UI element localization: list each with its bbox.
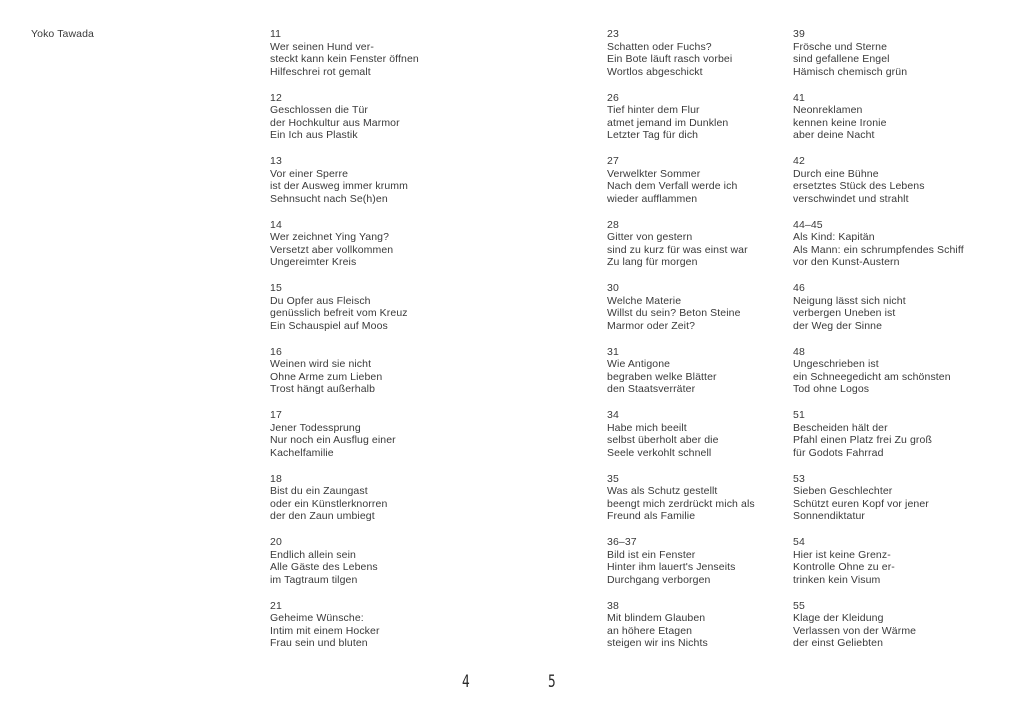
poem-line: Bild ist ein Fenster <box>607 548 696 561</box>
poem-number: 23 <box>607 28 619 40</box>
poem-block <box>270 28 450 92</box>
poem-line: Ungereimter Kreis <box>270 256 357 269</box>
poem-line: Seele verkohlt schnell <box>607 446 712 459</box>
poem-line: Bescheiden hält der <box>793 421 888 434</box>
poem-line: wieder aufflammen <box>607 192 698 205</box>
poem-block <box>793 473 993 537</box>
poem-number: 12 <box>270 91 282 104</box>
poem-line: für Godots Fahrrad <box>793 446 884 459</box>
poem-number: 14 <box>270 218 282 231</box>
poem-line: Geschlossen die Tür <box>270 104 369 117</box>
poem-line: selbst überholt aber die <box>607 434 719 447</box>
poem-block <box>270 346 450 410</box>
poem-line: Schatten oder Fuchs? <box>607 40 712 53</box>
poem-number: 30 <box>607 282 619 294</box>
poem-line: Welche Materie <box>607 294 682 307</box>
poem-line: Ohne Arme zum Lieben <box>270 370 383 383</box>
poem-block <box>607 346 787 410</box>
poem-line: sind gefallene Engel <box>793 53 890 66</box>
poem-block <box>793 28 993 92</box>
poem-block <box>270 409 450 473</box>
poem-line: an höhere Etagen <box>607 624 693 637</box>
poem-line: Du Opfer aus Fleisch <box>270 294 371 307</box>
poem-block <box>270 600 450 664</box>
poem-line: Neigung lässt sich nicht <box>793 294 906 307</box>
poem-block <box>607 409 787 473</box>
poem-block <box>270 282 450 346</box>
poem-line: ein Schneegedicht am schönsten <box>793 370 951 383</box>
poem-line: Schützt euren Kopf vor jener <box>793 497 929 510</box>
poem-line: atmet jemand im Dunklen <box>607 116 729 129</box>
poem-number: 41 <box>793 91 805 104</box>
poem-number: 13 <box>270 155 282 167</box>
poem-number: 42 <box>793 155 805 167</box>
poem-number: 18 <box>270 472 282 485</box>
poem-line: steigen wir ins Nichts <box>607 637 708 650</box>
poem-line: vor den Kunst-Austern <box>793 256 900 269</box>
poem-block <box>793 155 993 219</box>
poem-line: Habe mich beeilt <box>607 421 687 434</box>
poem-line: Hier ist keine Grenz- <box>793 548 891 561</box>
poem-block <box>793 600 993 664</box>
poem-number: 39 <box>793 28 805 40</box>
poem-number: 51 <box>793 409 805 421</box>
poem-line: Neonreklamen <box>793 104 863 117</box>
poem-number: 21 <box>270 599 282 612</box>
page-number-right: 5 <box>548 672 556 692</box>
poem-line: Willst du sein? Beton Steine <box>607 307 741 320</box>
poem-line: Endlich allein sein <box>270 548 356 561</box>
poem-block <box>793 92 993 156</box>
poem-block <box>607 473 787 537</box>
poem-line: Verlassen von der Wärme <box>793 624 917 637</box>
poem-line: Pfahl einen Platz frei Zu groß <box>793 434 932 447</box>
poem-line: Nur noch ein Ausflug einer <box>270 434 396 447</box>
poem-line: Nach dem Verfall werde ich <box>607 180 738 193</box>
poem-line: Tod ohne Logos <box>793 383 870 396</box>
poem-line: Trost hängt außerhalb <box>270 383 376 396</box>
poem-line: Hilfeschrei rot gemalt <box>270 65 371 78</box>
poem-line: Mit blindem Glauben <box>607 612 706 625</box>
poem-number: 20 <box>270 536 282 548</box>
poem-number: 54 <box>793 536 805 548</box>
poem-line: trinken kein Visum <box>793 573 881 586</box>
poem-line: Geheime Wünsche: <box>270 612 364 625</box>
poem-line: Letzter Tag für dich <box>607 129 699 142</box>
poem-line: Versetzt aber vollkommen <box>270 243 394 256</box>
poem-line: Kachelfamilie <box>270 446 334 459</box>
poem-number: 17 <box>270 409 282 421</box>
poem-line: Sieben Geschlechter <box>793 485 893 498</box>
poem-block <box>607 155 787 219</box>
poem-line: Hinter ihm lauert's Jenseits <box>607 561 736 574</box>
poem-line: der Hochkultur aus Marmor <box>270 116 400 129</box>
poem-number: 46 <box>793 282 805 294</box>
poem-line: Was als Schutz gestellt <box>607 485 718 498</box>
poem-line: Frösche und Sterne <box>793 40 888 53</box>
poem-line: Freund als Familie <box>607 510 696 523</box>
poem-block <box>607 219 787 283</box>
poem-line: der den Zaun umbiegt <box>270 510 375 523</box>
poem-line: kennen keine Ironie <box>793 116 887 129</box>
poem-line: genüsslich befreit vom Kreuz <box>270 307 408 320</box>
poem-line: Frau sein und bluten <box>270 637 368 650</box>
poem-column-1 <box>270 28 450 663</box>
poem-block <box>607 92 787 156</box>
poem-line: Durchgang verborgen <box>607 573 711 586</box>
poem-number: 35 <box>607 472 619 485</box>
poem-line: der Weg der Sinne <box>793 319 883 332</box>
poem-line: Ein Ich aus Plastik <box>270 129 358 142</box>
poem-line: Bist du ein Zaungast <box>270 485 368 498</box>
poem-line: ist der Ausweg immer krumm <box>270 180 408 193</box>
poem-line: Wer zeichnet Ying Yang? <box>270 231 390 244</box>
poem-number: 34 <box>607 409 619 421</box>
poem-number: 44–45 <box>793 218 823 231</box>
poem-block <box>270 92 450 156</box>
poem-line: Hämisch chemisch grün <box>793 65 908 78</box>
poem-block <box>793 282 993 346</box>
poem-number: 28 <box>607 218 619 231</box>
poem-block <box>607 282 787 346</box>
poem-line: Wie Antigone <box>607 358 671 371</box>
poem-block <box>793 536 993 600</box>
poem-column-3 <box>793 28 993 663</box>
poem-number: 53 <box>793 472 805 485</box>
poem-line: Verwelkter Sommer <box>607 167 701 180</box>
poem-block <box>793 409 993 473</box>
poem-line: Als Kind: Kapitän <box>793 231 875 244</box>
poem-number: 38 <box>607 599 619 612</box>
poem-number: 31 <box>607 345 619 358</box>
poem-number: 27 <box>607 155 619 167</box>
poem-line: verschwindet und strahlt <box>793 192 909 205</box>
poem-number: 16 <box>270 345 282 358</box>
poem-block <box>270 219 450 283</box>
poem-line: Zu lang für morgen <box>607 256 698 269</box>
poem-number: 55 <box>793 599 805 612</box>
poem-line: Wer seinen Hund ver- <box>270 40 374 53</box>
poem-line: im Tagtraum tilgen <box>270 573 358 586</box>
poem-block <box>270 473 450 537</box>
poem-line: beengt mich zerdrückt mich als <box>607 497 755 510</box>
poem-block <box>270 536 450 600</box>
poem-line: sind zu kurz für was einst war <box>607 243 748 256</box>
poem-column-2 <box>607 28 787 663</box>
poem-line: Wortlos abgeschickt <box>607 65 703 78</box>
poem-line: Als Mann: ein schrumpfendes Schiff <box>793 243 964 256</box>
poem-line: steckt kann kein Fenster öffnen <box>270 53 419 66</box>
poem-line: Jener Todessprung <box>270 421 361 434</box>
poem-block <box>607 600 787 664</box>
poem-line: Vor einer Sperre <box>270 167 349 180</box>
poem-line: Intim mit einem Hocker <box>270 624 380 637</box>
poem-line: Durch eine Bühne <box>793 167 879 180</box>
poem-line: den Staatsverräter <box>607 383 696 396</box>
poem-block <box>793 219 993 283</box>
poem-number: 48 <box>793 345 805 358</box>
poem-line: Kontrolle Ohne zu er- <box>793 561 895 574</box>
poem-line: Gitter von gestern <box>607 231 693 244</box>
poem-line: Tief hinter dem Flur <box>607 104 700 117</box>
poem-block <box>793 346 993 410</box>
poem-line: Ein Schauspiel auf Moos <box>270 319 388 332</box>
poem-line: Sehnsucht nach Se(h)en <box>270 192 388 205</box>
poem-line: Klage der Kleidung <box>793 612 884 625</box>
poem-line: begraben welke Blätter <box>607 370 717 383</box>
poem-number: 11 <box>270 28 282 40</box>
poem-line: Marmor oder Zeit? <box>607 319 696 332</box>
poem-line: oder ein Künstlerknorren <box>270 497 388 510</box>
poem-block <box>270 155 450 219</box>
poem-line: Ein Bote läuft rasch vorbei <box>607 53 733 66</box>
poem-line: Alle Gäste des Lebens <box>270 561 378 574</box>
poem-block <box>607 28 787 92</box>
page-number-left: 4 <box>462 672 470 692</box>
poem-line: aber deine Nacht <box>793 129 875 142</box>
poem-number: 36–37 <box>607 536 637 548</box>
poem-line: Ungeschrieben ist <box>793 358 879 371</box>
poem-line: der einst Geliebten <box>793 637 884 650</box>
poem-block <box>607 536 787 600</box>
poem-line: ersetztes Stück des Lebens <box>793 180 925 193</box>
poem-line: Weinen wird sie nicht <box>270 358 372 371</box>
poem-line: verbergen Uneben ist <box>793 307 896 320</box>
poem-line: Sonnendiktatur <box>793 510 866 523</box>
poem-number: 15 <box>270 282 282 294</box>
author-name: Yoko Tawada <box>31 28 94 40</box>
poem-number: 26 <box>607 91 619 104</box>
